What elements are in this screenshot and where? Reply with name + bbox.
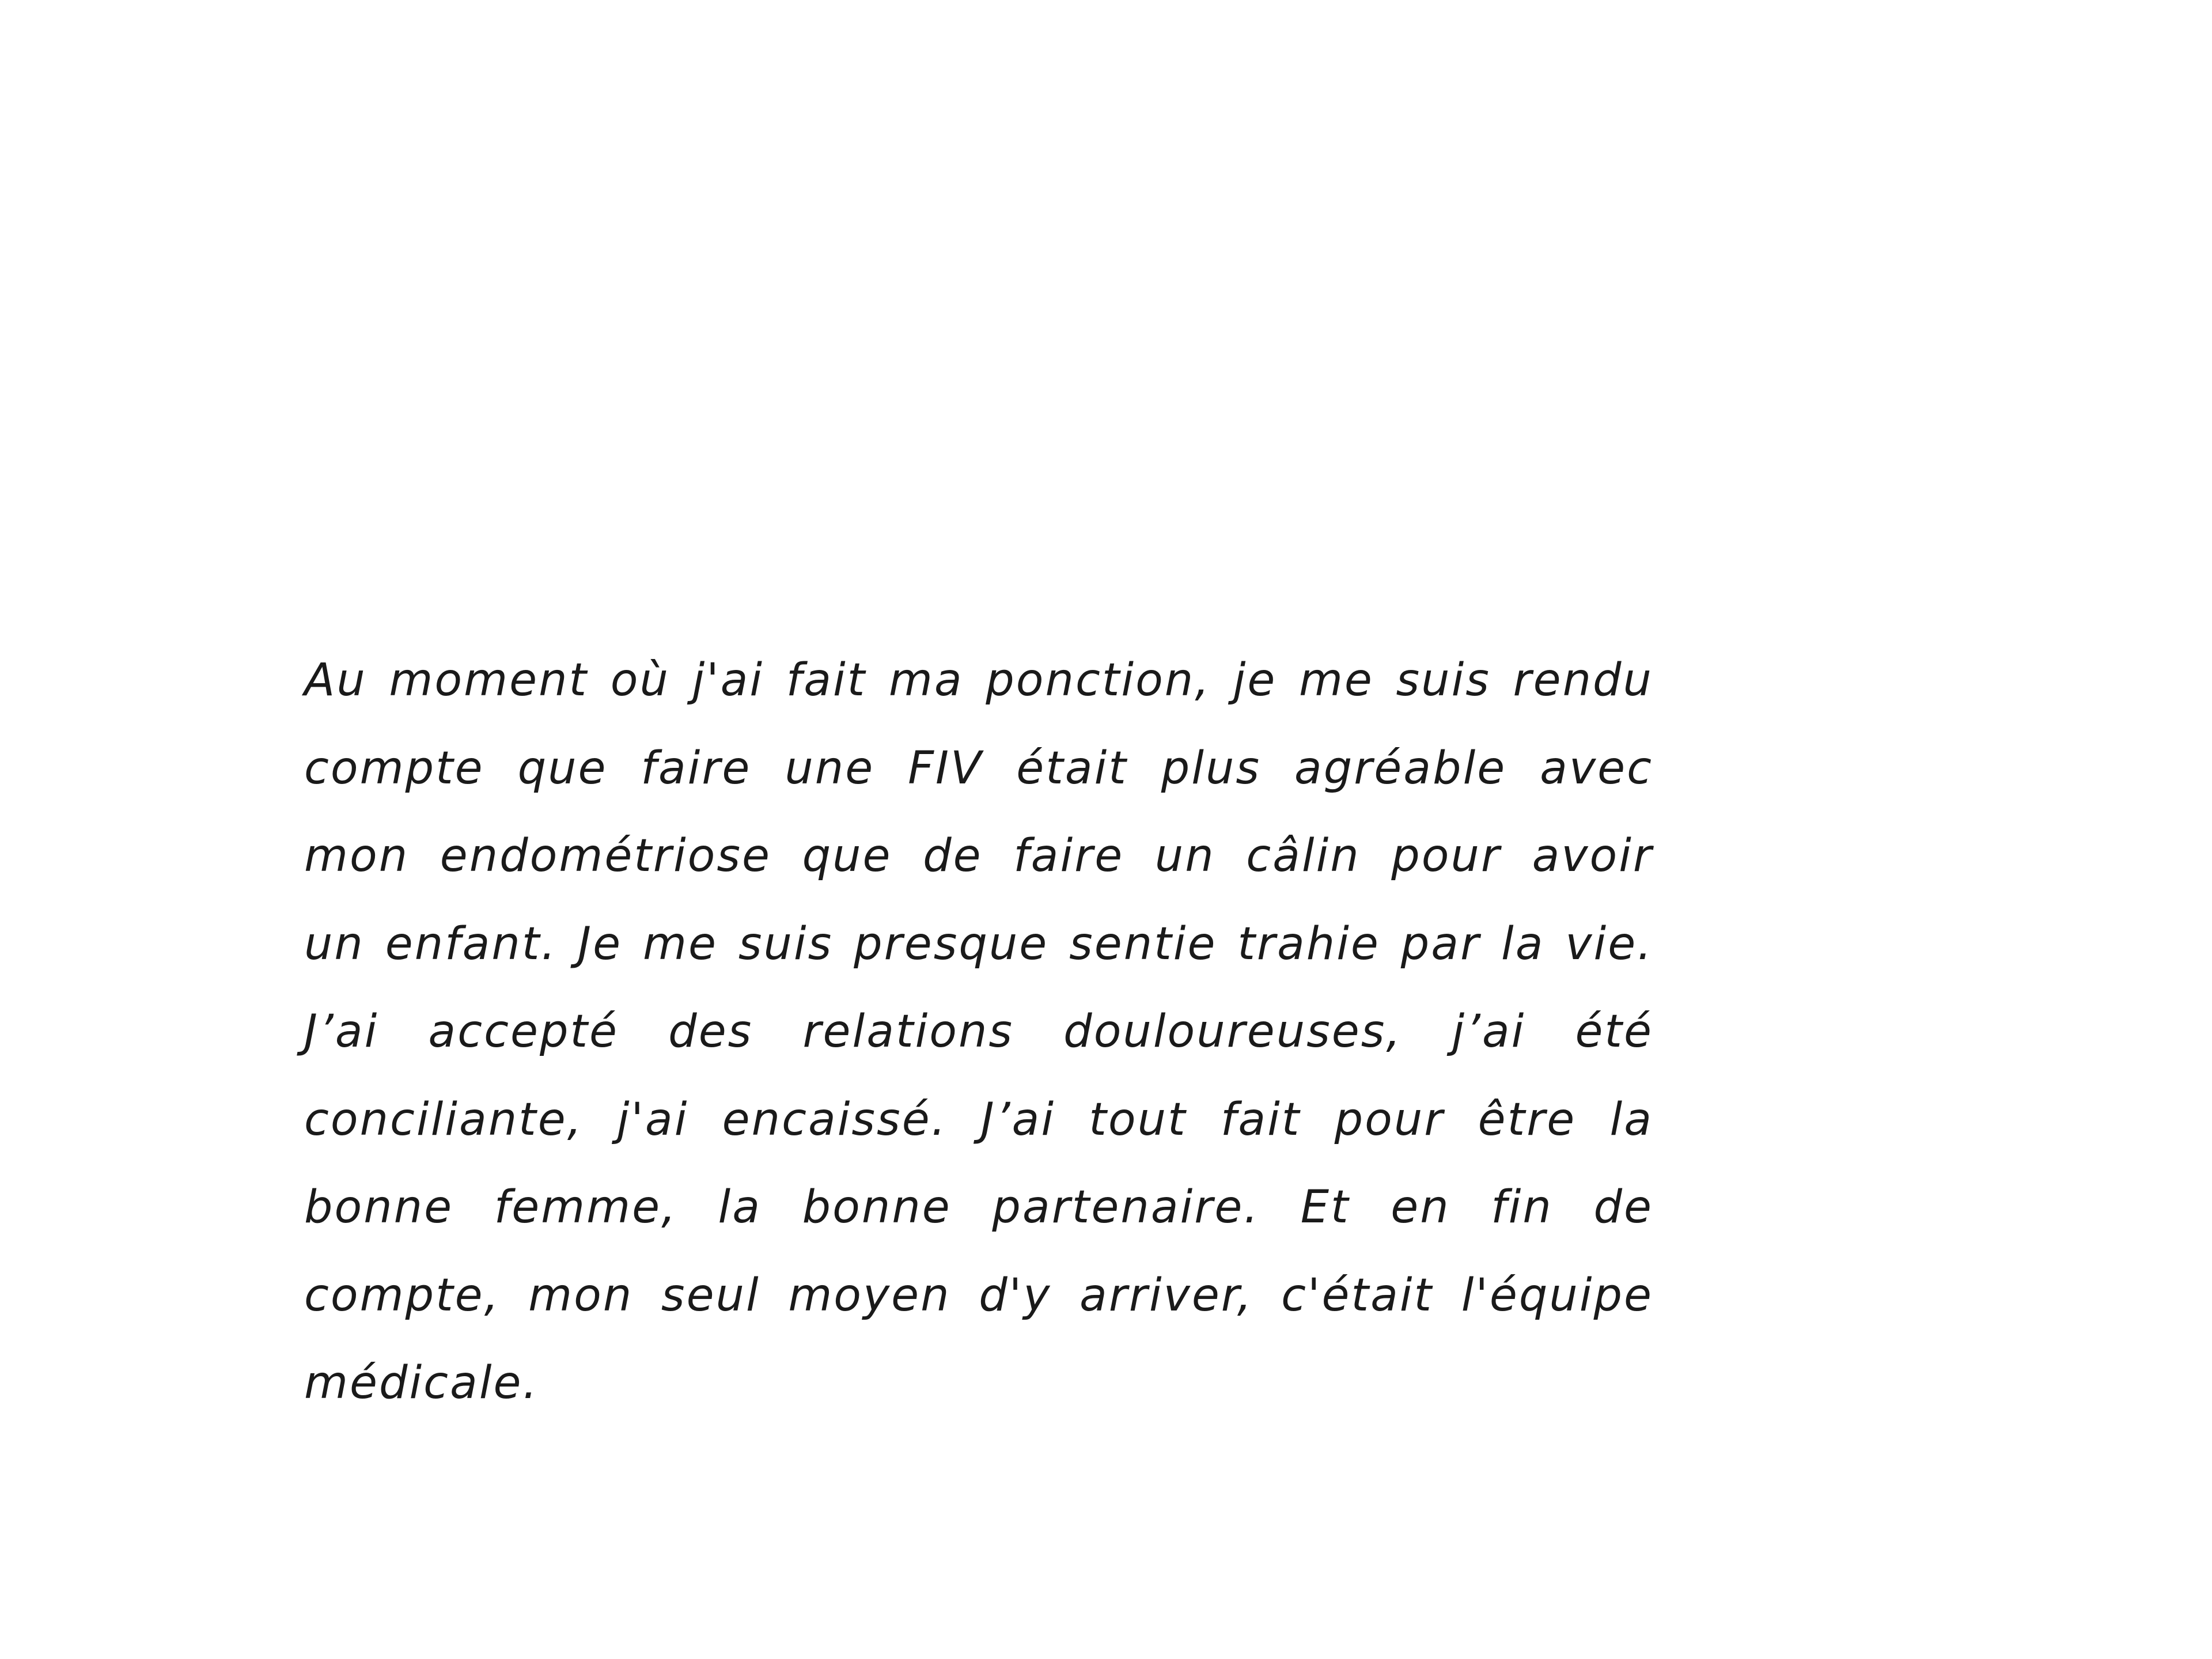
quote-line: compte, mon seul moyen d'y arriver, c'était l'équipe	[304, 1269, 1653, 1321]
quote-line: compte que faire une FIV était plus agréable avec	[304, 742, 1653, 794]
quote-line: un enfant. Je me suis presque sentie trahie par la vie.	[304, 918, 1653, 970]
quote-line: mon endométriose que de faire un câlin pour avoir	[304, 830, 1653, 882]
quote-paragraph	[304, 637, 1653, 1427]
quote-line: conciliante, j'ai encaissé. J’ai tout fait pour être la	[304, 1093, 1653, 1146]
quote-line: J’ai accepté des relations douloureuses, j’ai été	[304, 1006, 1653, 1058]
quote-line: médicale.	[304, 1357, 539, 1409]
quote-line: Au moment où j'ai fait ma ponction, je me suis rendu	[304, 654, 1653, 706]
quote-line: bonne femme, la bonne partenaire. Et en fin de	[304, 1181, 1653, 1233]
